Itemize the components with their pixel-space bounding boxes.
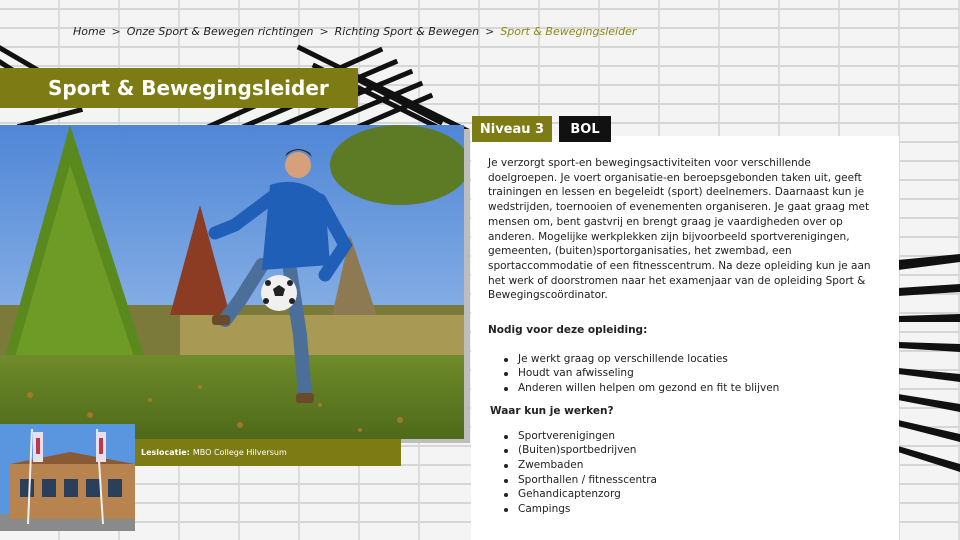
- location-bar: [135, 439, 401, 466]
- track-badge: BOL: [559, 116, 611, 142]
- breadcrumb-home[interactable]: Home: [73, 25, 106, 38]
- list-item: Sporthallen / fitnesscentra: [500, 473, 877, 488]
- list-item: Houdt van afwisseling: [500, 366, 877, 381]
- page-title: Sport & Bewegingsleider: [48, 76, 329, 100]
- location-value: MBO College Hilversum: [192, 448, 287, 457]
- content-panel: [471, 136, 899, 540]
- decorative-stripes-right: [898, 250, 960, 490]
- requirements-heading: Nodig voor deze opleiding:: [488, 324, 648, 337]
- list-item: Sportverenigingen: [500, 429, 877, 444]
- list-item: Je werkt graag op verschillende locaties: [500, 352, 877, 367]
- requirements-list: [500, 352, 877, 396]
- location-label: Leslocatie:: [141, 448, 190, 457]
- list-item: Campings: [500, 502, 877, 517]
- title-banner: [0, 68, 358, 108]
- niveau-badge: Niveau 3: [472, 116, 552, 142]
- breadcrumb-separator: >: [485, 25, 495, 38]
- breadcrumb-separator: >: [111, 25, 121, 38]
- list-item: (Buiten)sportbedrijven: [500, 443, 877, 458]
- breadcrumb: [73, 25, 636, 38]
- breadcrumb-separator: >: [319, 25, 329, 38]
- breadcrumb-richting-sport[interactable]: Richting Sport & Bewegen: [334, 25, 480, 38]
- list-item: Zwembaden: [500, 458, 877, 473]
- main-photo-football-player: [0, 125, 464, 439]
- workplaces-heading: Waar kun je werken?: [490, 404, 614, 417]
- breadcrumb-onze-sport-richtingen[interactable]: Onze Sport & Bewegen richtingen: [126, 25, 314, 38]
- breadcrumb-current: Sport & Bewegingsleider: [500, 25, 637, 38]
- intro-text: Je verzorgt sport-en bewegingsactiviteiten voor verschillende doelgroepen. Je voert organisatie-en beroepsgebonden taken uit, geeft trainingen en lessen en begeleidt (sport) deelnemers. Daarnaast kun je wedstrijden, toernooien of evenementen organiseren. Je gaat graag met mensen om, bent gastvrij en brengt graag je vaardigheden over op anderen. Mogelijke werkplekken zijn bijvoorbeeld sportverenigingen, gemeenten, (buiten)sportorganisaties, het zwembad, een sportaccommodatie of een fitnesscentrum. Na deze opleiding kun je aan het werk of doorstromen naar het examenjaar van de opleiding Sport & Bewegingscoördinator.: [488, 157, 871, 302]
- list-item: Gehandicaptenzorg: [500, 487, 877, 502]
- list-item: Anderen willen helpen om gezond en fit te blijven: [500, 381, 877, 396]
- workplaces-list: [500, 429, 877, 517]
- location-building-photo: [0, 424, 135, 531]
